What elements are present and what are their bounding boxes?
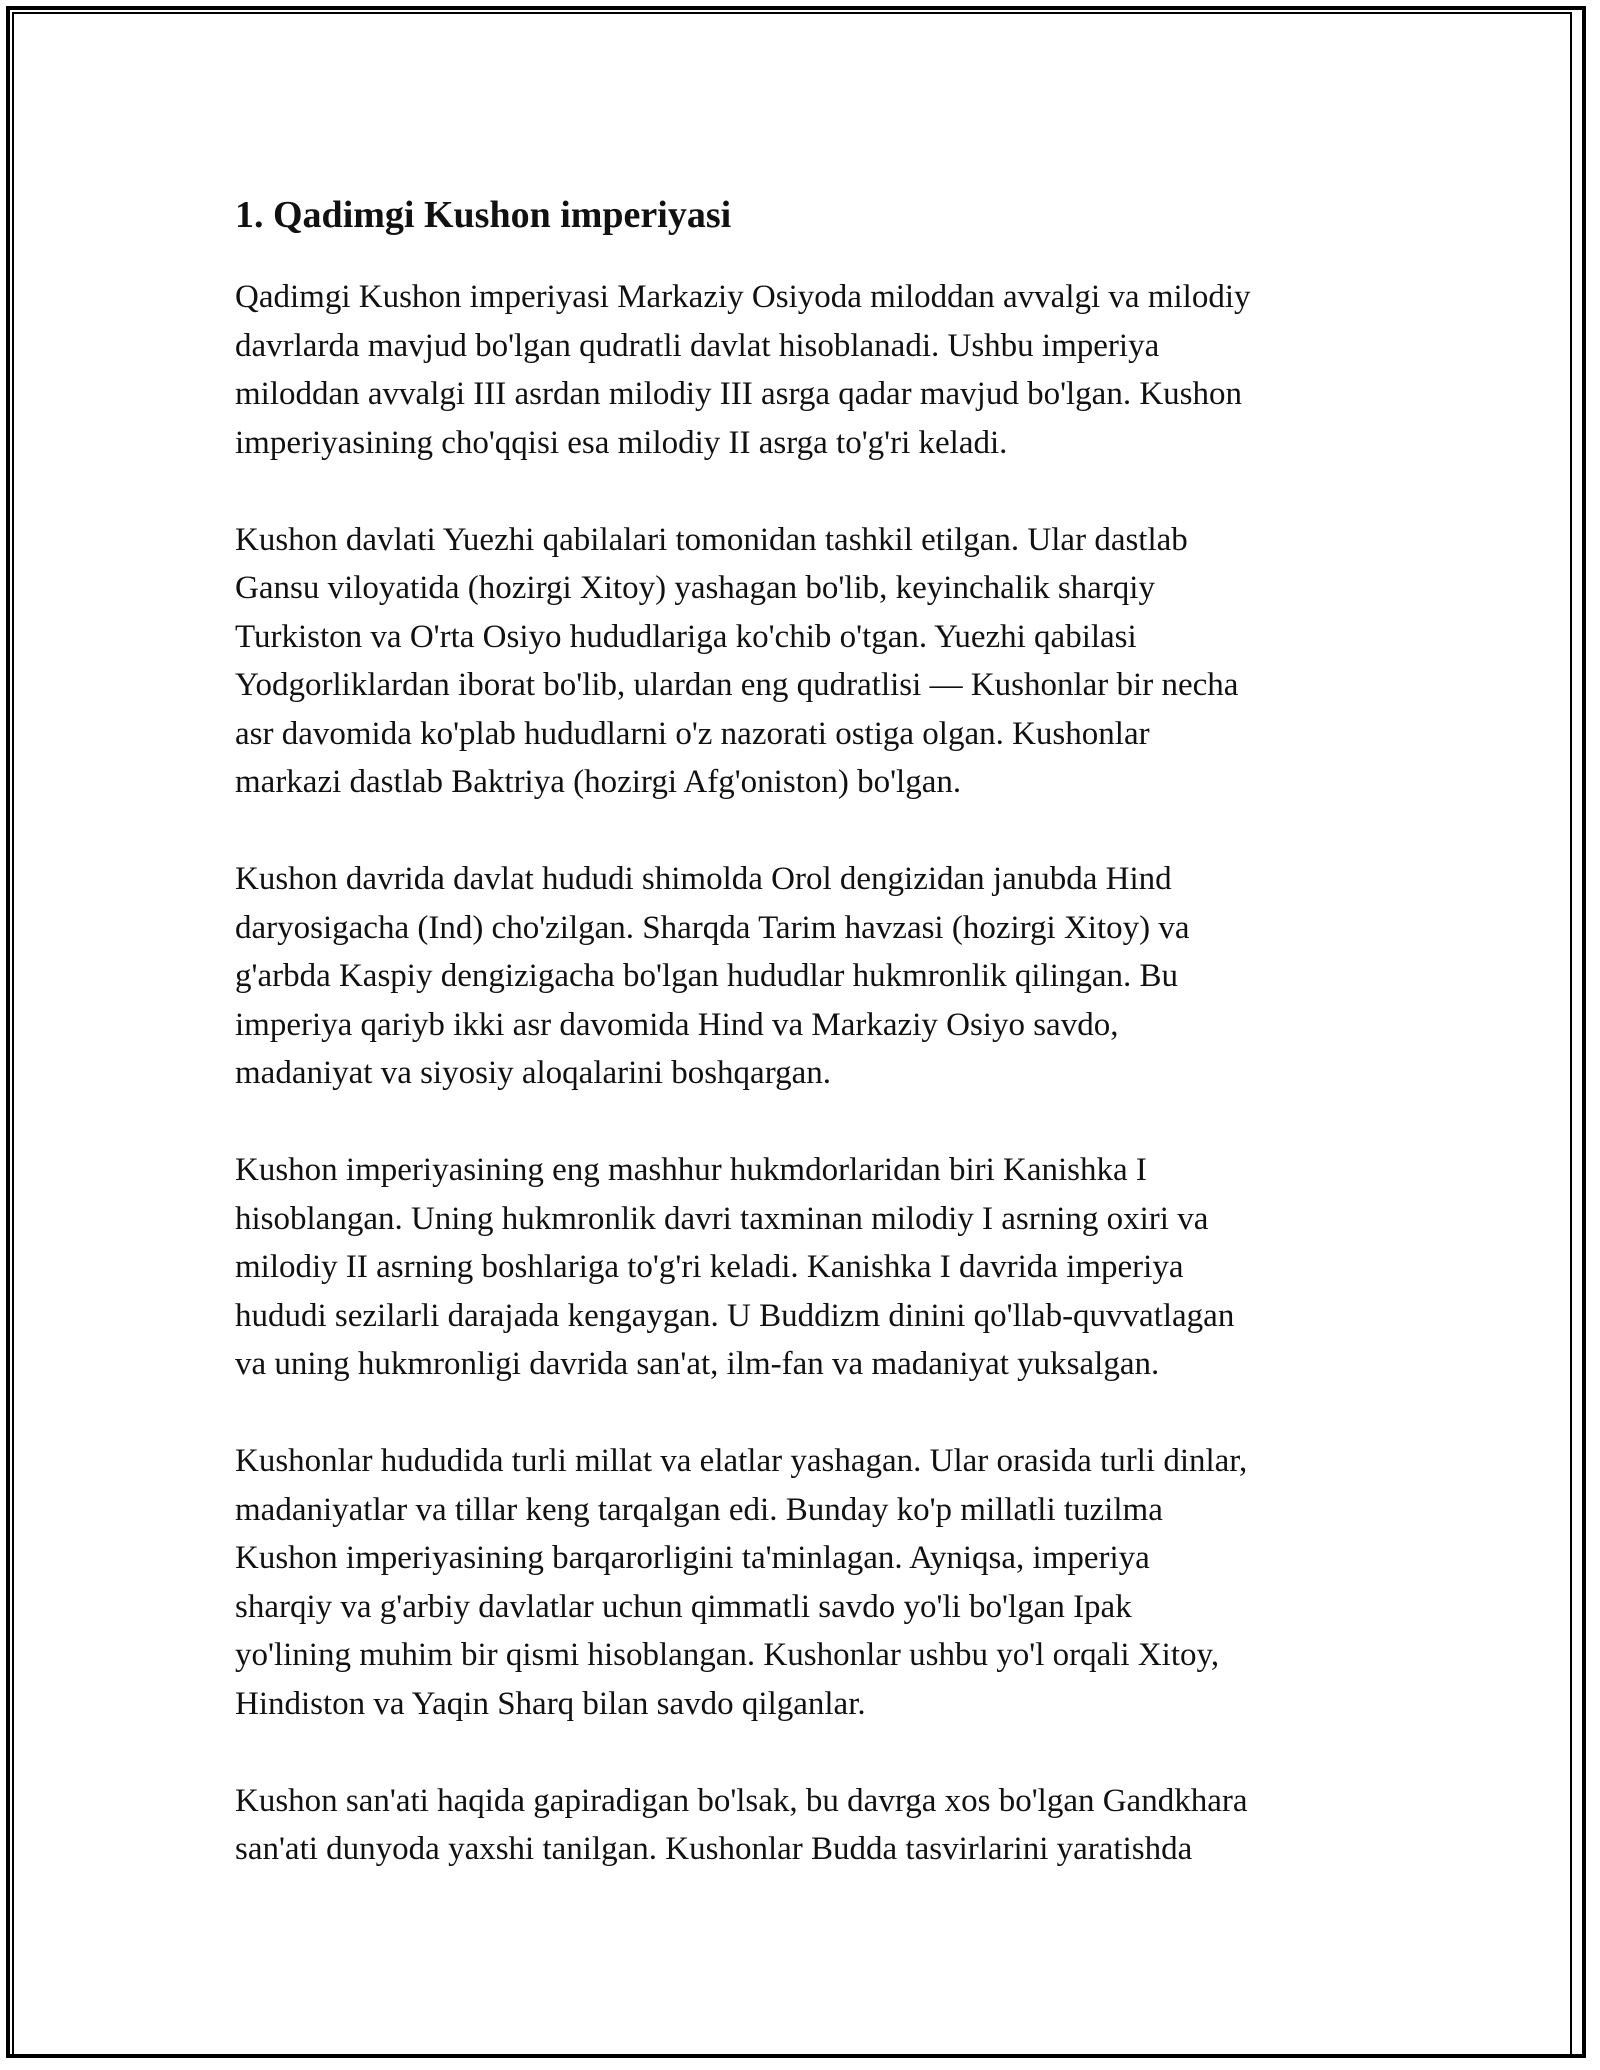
text-line: daryosigacha (Ind) cho'zilgan. Sharqda Tarim havzasi (hozirgi Xitoy) va <box>235 909 1190 946</box>
text-line: sharqiy va g'arbiy davlatlar uchun qimmatli savdo yo'li bo'lgan Ipak <box>235 1588 1132 1625</box>
text-line: g'arbda Kaspiy dengizigacha bo'lgan hududlar hukmronlik qilingan. Bu <box>235 958 1179 994</box>
text-line: imperiyasining cho'qqisi esa milodiy II asrga to'g'ri keladi. <box>235 424 1008 461</box>
text-line: san'ati dunyoda yaxshi tanilgan. Kushonlar Budda tasvirlarini yaratishda <box>235 1831 1193 1867</box>
text-line: milodiy II asrning boshlariga to'g'ri keladi. Kanishka I davrida imperiya <box>235 1249 1184 1285</box>
text-line: Kushon imperiyasining eng mashhur hukmdorlaridan biri Kanishka I <box>235 1152 1147 1188</box>
document-body <box>235 180 1385 1922</box>
text-line: madaniyatlar va tillar keng tarqalgan edi. Bunday ko'p millatli tuzilma <box>235 1491 1163 1528</box>
text-line: hisoblangan. Uning hukmronlik davri taxminan milodiy I asrning oxiri va <box>235 1200 1209 1237</box>
text-line: yo'lining muhim bir qismi hisoblangan. Kushonlar ushbu yo'l orqali Xitoy, <box>235 1637 1220 1673</box>
text-line: Kushon davrida davlat hududi shimolda Orol dengizidan janubda Hind <box>235 861 1172 897</box>
text-line: davrlarda mavjud bo'lgan qudratli davlat hisoblanadi. Ushbu imperiya <box>235 327 1160 364</box>
text-line: va uning hukmronligi davrida san'at, ilm-fan va madaniyat yuksalgan. <box>235 1346 1160 1382</box>
text-line: Gansu viloyatida (hozirgi Xitoy) yashagan bo'lib, keyinchalik sharqiy <box>235 570 1155 606</box>
paragraph <box>235 1777 1385 1874</box>
text-line: Kushon san'ati haqida gapiradigan bo'lsak, bu davrga xos bo'lgan Gandkhara <box>235 1782 1248 1819</box>
paragraph <box>235 1146 1385 1389</box>
text-line: hududi sezilarli darajada kengaygan. U Buddizm dinini qo'llab-quvvatlagan <box>235 1297 1235 1334</box>
paragraph <box>235 516 1385 807</box>
text-line: Kushon davlati Yuezhi qabilalari tomonidan tashkil etilgan. Ular dastlab <box>235 521 1188 558</box>
text-line: Kushonlar hududida turli millat va elatlar yashagan. Ular orasida turli dinlar, <box>235 1443 1248 1479</box>
paragraph <box>235 273 1385 467</box>
text-line: Hindiston va Yaqin Sharq bilan savdo qilganlar. <box>235 1685 866 1722</box>
text-line: Turkiston va O'rta Osiyo hududlariga ko'chib o'tgan. Yuezhi qabilasi <box>235 618 1137 655</box>
text-line: imperiya qariyb ikki asr davomida Hind va Markaziy Osiyo savdo, <box>235 1006 1119 1043</box>
paragraph <box>235 1437 1385 1728</box>
text-line: Kushon imperiyasining barqarorligini ta'minlagan. Ayniqsa, imperiya <box>235 1540 1150 1576</box>
text-line: madaniyat va siyosiy aloqalarini boshqargan. <box>235 1055 831 1091</box>
text-line: miloddan avvalgi III asrdan milodiy III asrga qadar mavjud bo'lgan. Kushon <box>235 376 1242 412</box>
page-title: 1. Qadimgi Kushon imperiyasi <box>235 194 732 236</box>
paragraph <box>235 855 1385 1098</box>
text-line: Qadimgi Kushon imperiyasi Markaziy Osiyoda miloddan avvalgi va milodiy <box>235 279 1251 315</box>
text-line: Yodgorliklardan iborat bo'lib, ulardan eng qudratlisi — Kushonlar bir necha <box>235 667 1239 703</box>
text-line: asr davomida ko'plab hududlarni o'z nazorati ostiga olgan. Kushonlar <box>235 715 1150 752</box>
text-line: markazi dastlab Baktriya (hozirgi Afg'oniston) bo'lgan. <box>235 764 962 800</box>
